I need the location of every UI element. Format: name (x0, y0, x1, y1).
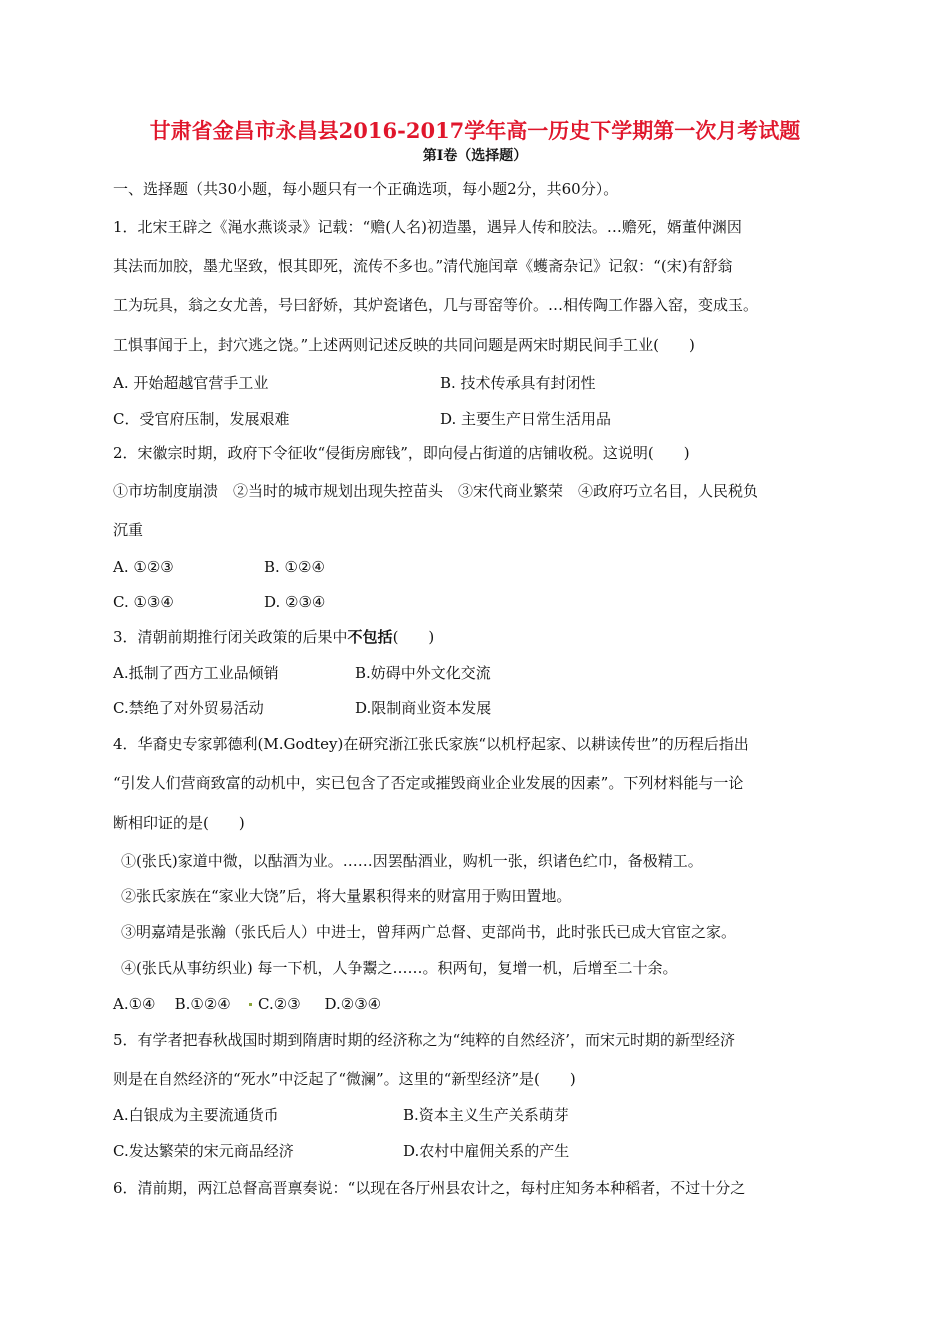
q2-line-3: 沉重 (113, 521, 144, 539)
q1-option-c: C．受官府压制，发展艰难 (113, 410, 290, 428)
q3-option-a: A.抵制了西方工业品倾销 (113, 664, 279, 682)
q2-line-2: ①市坊制度崩溃 ②当时的城市规划出现失控苗头 ③宋代商业繁荣 ④政府巧立名目，人民税负 (113, 482, 759, 500)
q6-line-1: 6．清前期，两江总督高晋禀奏说：“以现在各厅州县农计之，每村庄知务本种稻者，不过十分之 (113, 1179, 746, 1197)
q5-line-1: 5．有学者把春秋战国时期到隋唐时期的经济称之为“纯粹的自然经济’，而宋元时期的新型经济 (113, 1031, 735, 1049)
q4-option-d: D.②③④ (324, 995, 382, 1013)
q1-line-4: 工惧事闻于上，封穴逃之饶。”上述两则记述反映的共同问题是两宋时期民间手工业( ) (113, 336, 695, 354)
q2-line-1: 2．宋徽宗时期，政府下令征收“侵街房廊钱”，即向侵占街道的店铺收税。这说明( ) (113, 444, 690, 462)
q1-option-b: B. 技术传承具有封闭性 (440, 374, 596, 392)
q3-line-1 (113, 626, 434, 648)
section-instructions: 一、选择题（共30小题，每小题只有一个正确选项，每小题2分，共60分）。 (113, 180, 619, 198)
q5-line-2: 则是在自然经济的“死水”中泛起了“微澜”。这里的“新型经济”是( ) (113, 1070, 576, 1088)
q5-option-c: C.发达繁荣的宋元商品经济 (113, 1142, 294, 1160)
q4-line-1: 4．华裔史专家郭德利(M.Godtey)在研究浙江张氏家族“以机杼起家、以耕读传世”的历程后指出 (113, 735, 749, 753)
q1-line-1: 1．北宋王辟之《渑水燕谈录》记载：“赡(人名)初造墨，遇异人传和胶法。…赡死，婿董仲渊因 (113, 218, 742, 236)
q4-option-b: B.①②④ (174, 995, 231, 1013)
q4-option-a: A.①④ (113, 995, 156, 1013)
q3-stem: 3．清朝前期推行闭关政策的后果中 (113, 628, 348, 646)
q2-option-d: D. ②③④ (264, 593, 326, 611)
stray-mark (249, 1003, 252, 1006)
q2-option-c: C. ①③④ (113, 593, 174, 611)
q4-line-2: “引发人们营商致富的动机中，实已包含了否定或摧毁商业企业发展的因素”。下列材料能与一论 (113, 774, 744, 792)
q5-option-d: D.农村中雇佣关系的产生 (403, 1142, 570, 1160)
q5-option-a: A.白银成为主要流通货币 (113, 1106, 279, 1124)
q4-statement-1: ①(张氏)家道中微，以酤酒为业。……因罢酤酒业，购机一张，织诸色纻巾，备极精工。 (121, 852, 703, 870)
q2-option-b: B. ①②④ (264, 558, 325, 576)
q3-option-d: D.限制商业资本发展 (355, 699, 492, 717)
q4-option-c: C.②③ (258, 995, 301, 1013)
q3-emphasis: 不包括 (347, 628, 393, 646)
q1-line-3: 工为玩具，翁之女尤善，号曰舒娇，其炉瓷诸色，几与哥窑等价。…相传陶工作器入窑，变成玉。 (113, 296, 759, 314)
q4-line-3: 断相印证的是( ) (113, 814, 245, 832)
q1-option-d: D. 主要生产日常生活用品 (440, 410, 612, 428)
q4-statement-2: ②张氏家族在“家业大饶”后，将大量累积得来的财富用于购田置地。 (121, 887, 572, 905)
page-title: 甘肃省金昌市永昌县2016-2017学年高一历史下学期第一次月考试题 (149, 118, 801, 143)
q3-option-c: C.禁绝了对外贸易活动 (113, 699, 264, 717)
q4-statement-3: ③明嘉靖是张瀚（张氏后人）中进士，曾拜两广总督、吏部尚书，此时张氏已成大官宦之家。 (121, 923, 737, 941)
q3-blank: ( ) (392, 628, 435, 646)
q5-option-b: B.资本主义生产关系萌芽 (403, 1106, 569, 1124)
section-subtitle: 第Ⅰ卷（选择题） (422, 148, 528, 164)
q4-options (113, 993, 381, 1015)
q4-statement-4: ④(张氏从事纺织业) 每一下机，人争鬻之……。积两旬，复增一机，后增至二十余。 (121, 959, 678, 977)
q1-line-2: 其法而加胶，墨尤坚致，恨其即死，流传不多也。”清代施闰章《蠖斋杂记》记叙：“(宋)有舒翁 (113, 257, 733, 275)
q1-option-a: A. 开始超越官营手工业 (113, 374, 269, 392)
q3-option-b: B.妨碍中外文化交流 (355, 664, 491, 682)
q2-option-a: A. ①②③ (113, 558, 174, 576)
